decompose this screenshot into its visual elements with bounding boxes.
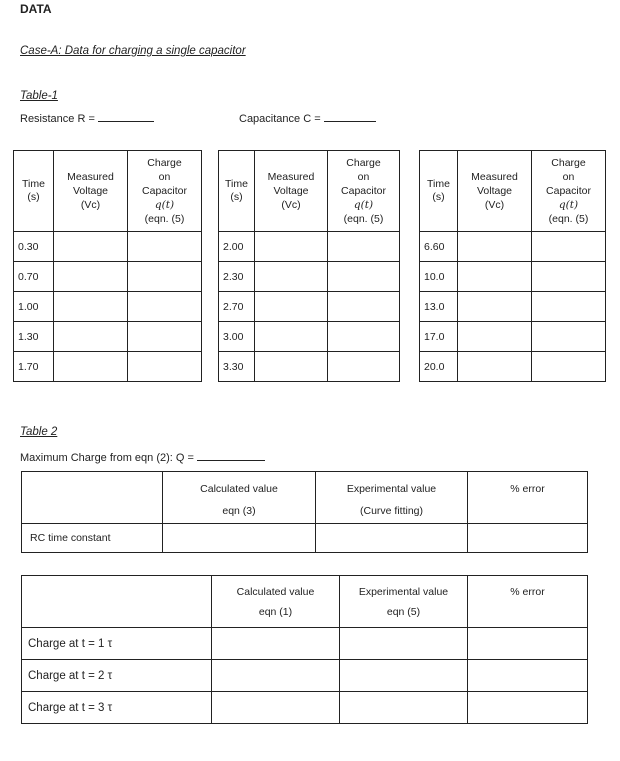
charge-cell[interactable]: [328, 322, 400, 352]
table1-label: Table-1: [20, 90, 58, 102]
charge-at-1tau-label: Charge at t = 1 τ: [22, 628, 212, 660]
data-heading: DATA: [20, 2, 52, 16]
charge-header: Charge on Capacitor q(t) (eqn. (5): [328, 151, 400, 232]
charge-header: Charge on Capacitor q(t) (eqn. (5): [532, 151, 606, 232]
error-header: % error: [468, 576, 588, 628]
time-cell: 17.0: [420, 322, 458, 352]
capacitance-blank[interactable]: [324, 112, 376, 122]
voltage-cell[interactable]: [255, 262, 328, 292]
max-charge-label: Maximum Charge from eqn (2): Q =: [20, 452, 194, 464]
calc-value-cell[interactable]: [163, 524, 316, 553]
voltage-header: Measured Voltage (Vc): [458, 151, 532, 232]
time-cell: 20.0: [420, 352, 458, 382]
calc-value-header: Calculated value eqn (1): [212, 576, 340, 628]
time-cell: 2.70: [219, 292, 255, 322]
case-title: Case-A: Data for charging a single capacitor: [20, 45, 246, 57]
error-cell[interactable]: [468, 692, 588, 724]
error-cell[interactable]: [468, 524, 588, 553]
voltage-header: Measured Voltage (Vc): [54, 151, 128, 232]
charge-cell[interactable]: [128, 262, 202, 292]
time-cell: 2.30: [219, 262, 255, 292]
error-cell[interactable]: [468, 628, 588, 660]
charge-cell[interactable]: [532, 262, 606, 292]
calc-value-cell[interactable]: [212, 692, 340, 724]
charge-cell[interactable]: [328, 292, 400, 322]
table2: [21, 471, 588, 553]
exp-value-header: Experimental value (Curve fitting): [316, 472, 468, 524]
time-cell: 3.30: [219, 352, 255, 382]
charge-cell[interactable]: [532, 322, 606, 352]
error-header: % error: [468, 472, 588, 524]
resistance-label: Resistance R =: [20, 113, 95, 125]
charge-cell[interactable]: [328, 352, 400, 382]
voltage-cell[interactable]: [255, 352, 328, 382]
time-cell: 0.30: [14, 232, 54, 262]
charge-cell[interactable]: [128, 322, 202, 352]
charge-cell[interactable]: [128, 292, 202, 322]
capacitance-label: Capacitance C =: [239, 113, 321, 125]
max-charge-field: [20, 451, 265, 464]
voltage-cell[interactable]: [255, 322, 328, 352]
calc-value-cell[interactable]: [212, 628, 340, 660]
exp-value-cell[interactable]: [340, 628, 468, 660]
time-cell: 1.70: [14, 352, 54, 382]
voltage-cell[interactable]: [54, 292, 128, 322]
table2-corner-cell: [22, 472, 163, 524]
table1-part2: [218, 150, 400, 382]
time-cell: 1.00: [14, 292, 54, 322]
voltage-cell[interactable]: [458, 262, 532, 292]
time-cell: 2.00: [219, 232, 255, 262]
charge-header: Charge on Capacitor q(t) (eqn. (5): [128, 151, 202, 232]
voltage-cell[interactable]: [54, 262, 128, 292]
table1-part3: [419, 150, 606, 382]
exp-value-cell[interactable]: [340, 692, 468, 724]
time-cell: 0.70: [14, 262, 54, 292]
voltage-header: Measured Voltage (Vc): [255, 151, 328, 232]
charge-cell[interactable]: [128, 352, 202, 382]
time-cell: 1.30: [14, 322, 54, 352]
table3-corner-cell: [22, 576, 212, 628]
voltage-cell[interactable]: [255, 292, 328, 322]
voltage-cell[interactable]: [54, 232, 128, 262]
time-cell: 10.0: [420, 262, 458, 292]
voltage-cell[interactable]: [54, 322, 128, 352]
exp-value-cell[interactable]: [340, 660, 468, 692]
voltage-cell[interactable]: [54, 352, 128, 382]
charge-at-2tau-label: Charge at t = 2 τ: [22, 660, 212, 692]
capacitance-field: [239, 112, 376, 125]
time-cell: 3.00: [219, 322, 255, 352]
table1-part1: [13, 150, 202, 382]
resistance-blank[interactable]: [98, 112, 154, 122]
voltage-cell[interactable]: [458, 322, 532, 352]
voltage-cell[interactable]: [458, 232, 532, 262]
table2-label: Table 2: [20, 426, 58, 438]
charge-at-3tau-label: Charge at t = 3 τ: [22, 692, 212, 724]
charge-cell[interactable]: [532, 352, 606, 382]
error-cell[interactable]: [468, 660, 588, 692]
time-cell: 6.60: [420, 232, 458, 262]
exp-value-header: Experimental value eqn (5): [340, 576, 468, 628]
charge-cell[interactable]: [328, 232, 400, 262]
time-header: Time (s): [14, 151, 54, 232]
calc-value-header: Calculated value eqn (3): [163, 472, 316, 524]
voltage-cell[interactable]: [458, 292, 532, 322]
max-charge-blank[interactable]: [197, 451, 265, 461]
time-header: Time (s): [420, 151, 458, 232]
table3: [21, 575, 588, 724]
charge-cell[interactable]: [532, 232, 606, 262]
charge-cell[interactable]: [532, 292, 606, 322]
rc-time-constant-label: RC time constant: [22, 524, 163, 553]
charge-cell[interactable]: [128, 232, 202, 262]
voltage-cell[interactable]: [255, 232, 328, 262]
time-cell: 13.0: [420, 292, 458, 322]
time-header: Time (s): [219, 151, 255, 232]
exp-value-cell[interactable]: [316, 524, 468, 553]
calc-value-cell[interactable]: [212, 660, 340, 692]
resistance-field: [20, 112, 154, 125]
charge-cell[interactable]: [328, 262, 400, 292]
voltage-cell[interactable]: [458, 352, 532, 382]
